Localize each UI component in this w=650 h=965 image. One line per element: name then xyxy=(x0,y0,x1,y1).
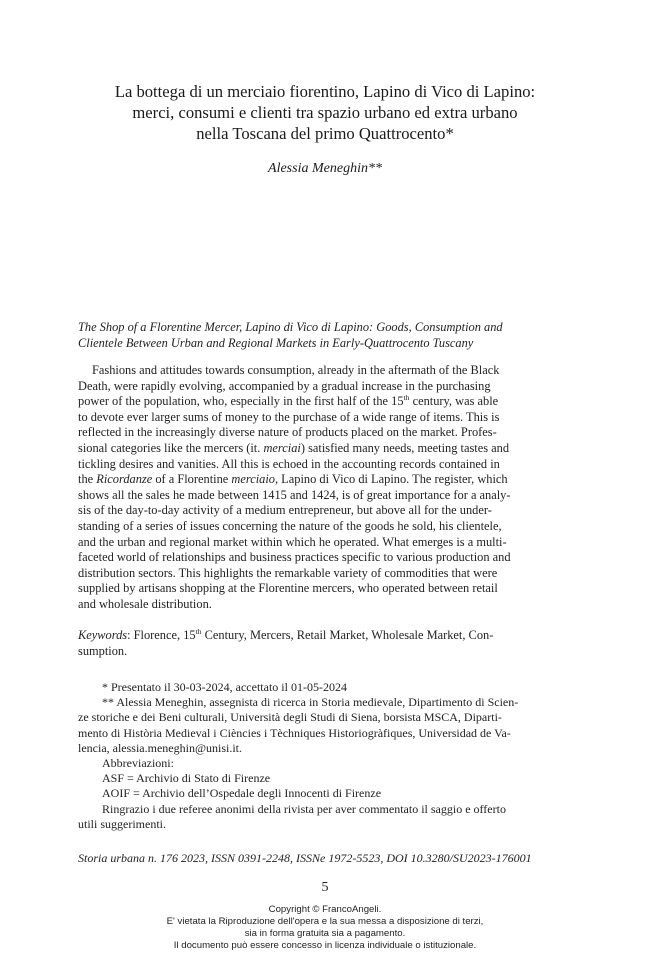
copyright-line: Copyright © FrancoAngeli. xyxy=(268,904,382,915)
text-run: : Florence, 15 xyxy=(127,628,196,642)
journal-reference: Storia urbana n. 176 2023, ISSN 0391-2248, ISSNe 1972-5523, DOI 10.3280/SU2023-176001 xyxy=(78,851,532,865)
footnote-line: AOIF = Archivio dell’Ospedale degli Innocenti di Firenze xyxy=(102,786,382,801)
text-run: the xyxy=(78,472,97,487)
abstract-line: reflected in the increasingly diverse nature of products placed on the market. Profes- xyxy=(78,425,497,440)
footnote-line: Abbreviazioni: xyxy=(102,756,174,771)
english-title-line: Clientele Between Urban and Regional Markets in Early-Quattrocento Tuscany xyxy=(78,336,474,350)
english-title-line: The Shop of a Florentine Mercer, Lapino di Vico di Lapino: Goods, Consumption and xyxy=(78,320,503,334)
abstract-line xyxy=(78,394,572,410)
abstract-line: and the urban and regional market within which he operated. What emerges is a multi- xyxy=(78,534,507,549)
footnote-line: ze storiche e dei Beni culturali, Università degli Studi di Siena, borsista MSCA, Diparti- xyxy=(78,710,502,725)
abstract-line: Fashions and attitudes towards consumption, already in the aftermath of the Black xyxy=(92,363,500,377)
abstract-line: shows all the sales he made between 1415 and 1424, is of great importance for a analy- xyxy=(78,487,511,502)
keywords xyxy=(78,627,572,659)
abstract-line: sis of the day-to-day activity of a medium entrepreneur, but above all for the under- xyxy=(78,503,492,518)
italic-term: merciaio xyxy=(231,472,275,487)
copyright-line: sia in forma gratuita sia a pagamento. xyxy=(244,928,406,939)
keywords-line xyxy=(78,627,572,643)
title-line: nella Toscana del primo Quattrocento* xyxy=(196,124,454,143)
text-run: ) satisfied many needs, meeting tastes and xyxy=(300,440,510,455)
abstract-line: tickling desires and vanities. All this is echoed in the accounting records contained in xyxy=(78,456,500,471)
superscript: th xyxy=(195,626,202,636)
footnote-line: ASF = Archivio di Stato di Firenze xyxy=(102,771,271,786)
italic-term: Ricordanze xyxy=(96,472,153,487)
copyright-line: E' vietata la Riproduzione dell'opera e la sua messa a disposizione di terzi, xyxy=(166,916,484,927)
footnotes xyxy=(78,680,572,832)
copyright-notice xyxy=(0,904,650,952)
text-run: sional categories like the mercers (it. xyxy=(78,440,264,455)
abstract-line: to devote ever larger sums of money to the purchase of a wide range of items. This is xyxy=(78,409,500,424)
footnote-line: utili suggerimenti. xyxy=(78,816,166,831)
abstract-line: supplied by artisans shopping at the Florentine mercers, who operated between retail xyxy=(78,581,498,596)
footnote-line: lencia, alessia.meneghin@unisi.it. xyxy=(78,740,243,755)
abstract-line xyxy=(78,441,572,457)
keywords-line: sumption. xyxy=(78,644,128,658)
text-run: , Lapino di Vico di Lapino. The register, which xyxy=(274,472,508,487)
text-run: power of the population, who, especially in the first half of the 15 xyxy=(78,394,404,409)
text-run: of a Florentine xyxy=(152,472,232,487)
english-title xyxy=(78,319,578,351)
abstract-line: distribution sectors. This highlights the remarkable variety of commodities that were xyxy=(78,565,498,580)
abstract-line: standing of a series of issues concerning the nature of the goods he sold, his clientele, xyxy=(78,518,502,533)
italic-term: merciai xyxy=(263,440,301,455)
footnote-line: * Presentato il 30-03-2024, accettato il 01-05-2024 xyxy=(102,680,347,694)
abstract-line xyxy=(78,472,572,488)
abstract xyxy=(78,363,572,613)
title-line: La bottega di un merciaio fiorentino, Lapino di Vico di Lapino: xyxy=(114,82,536,101)
text-run: century, was able xyxy=(409,394,499,409)
page-number: 5 xyxy=(321,880,329,895)
title-line: merci, consumi e clienti tra spazio urbano ed extra urbano xyxy=(132,103,518,122)
abstract-line: Death, were rapidly evolving, accompanied by a gradual increase in the purchasing xyxy=(78,378,491,393)
superscript: th xyxy=(403,393,410,403)
article-title xyxy=(70,81,580,144)
text-run: Century, Mercers, Retail Market, Wholesale Market, Con- xyxy=(201,628,494,642)
keywords-label: Keywords xyxy=(78,628,128,642)
abstract-line: faceted world of relationships and business practices specific to various production and xyxy=(78,550,511,565)
abstract-line: and wholesale distribution. xyxy=(78,596,212,611)
footnote-line: Ringrazio i due referee anonimi della rivista per aver commentato il saggio e offerto xyxy=(102,801,506,816)
footnote-line: mento di Història Medieval i Ciències i Tèchniques Historiogràfiques, Universidad de Va- xyxy=(78,725,511,740)
copyright-line: Il documento può essere concesso in licenza individuale o istituzionale. xyxy=(173,940,477,951)
footnote-line: ** Alessia Meneghin, assegnista di ricerca in Storia medievale, Dipartimento di Scien- xyxy=(102,695,519,710)
article-author: Alessia Meneghin** xyxy=(268,161,382,176)
